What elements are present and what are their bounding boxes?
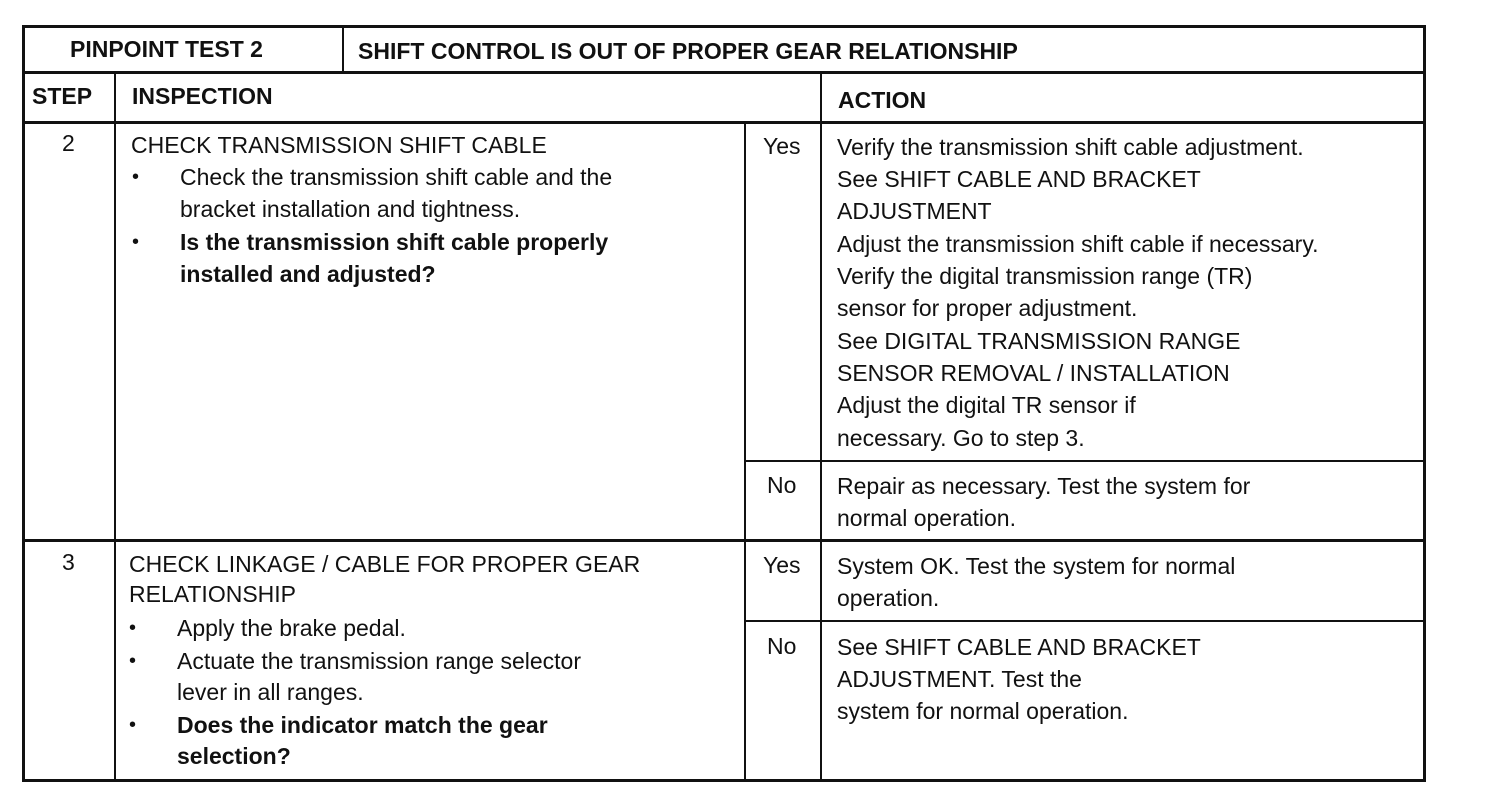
inspection-question-line: selection?	[177, 743, 291, 769]
action-line: sensor for proper adjustment.	[837, 295, 1138, 321]
bullet-icon: •	[132, 166, 140, 188]
inspection-question-line: Does the indicator match the gear	[177, 712, 548, 738]
inspection-bullet-line: Check the transmission shift cable and the	[180, 164, 613, 190]
answer-yes: Yes	[763, 133, 801, 159]
pinpoint-test-table	[22, 25, 1426, 782]
step-number: 3	[62, 549, 75, 575]
bullet-icon: •	[129, 617, 137, 639]
inspection-question-line: installed and adjusted?	[180, 261, 436, 287]
bullet-icon: •	[129, 650, 137, 672]
column-header-divider	[22, 121, 1426, 124]
action-line: ADJUSTMENT	[837, 198, 992, 224]
action-line: SENSOR REMOVAL / INSTALLATION	[837, 360, 1230, 386]
action-line: See SHIFT CABLE AND BRACKET	[837, 634, 1201, 660]
table-border-right	[1423, 25, 1426, 782]
inspection-title: CHECK LINKAGE / CABLE FOR PROPER GEAR	[129, 551, 641, 577]
answer-yes: Yes	[763, 552, 801, 578]
action-line: Adjust the digital TR sensor if	[837, 392, 1136, 418]
action-line: operation.	[837, 585, 940, 611]
action-line: See DIGITAL TRANSMISSION RANGE	[837, 328, 1241, 354]
action-line: System OK. Test the system for normal	[837, 553, 1236, 579]
step-column-divider	[114, 72, 116, 780]
inspection-bullet-line: lever in all ranges.	[177, 679, 364, 705]
title-cell-divider	[342, 25, 344, 72]
inspection-bullet-line: bracket installation and tightness.	[180, 196, 521, 222]
inspection-title: CHECK TRANSMISSION SHIFT CABLE	[131, 132, 547, 158]
column-header-inspection: INSPECTION	[132, 83, 273, 109]
row-divider	[22, 539, 1426, 542]
title-row-divider	[22, 71, 1426, 74]
bullet-icon: •	[129, 714, 137, 736]
inspection-question-line: Is the transmission shift cable properly	[180, 229, 609, 255]
action-column-divider	[820, 72, 822, 780]
answer-no: No	[767, 633, 797, 659]
answer-column-divider	[744, 122, 746, 780]
test-title: SHIFT CONTROL IS OUT OF PROPER GEAR RELATIONSHIP	[358, 38, 1018, 64]
action-line: system for normal operation.	[837, 698, 1129, 724]
action-line: Adjust the transmission shift cable if necessary.	[837, 231, 1319, 257]
table-border-top	[22, 25, 1426, 28]
table-border-bottom	[22, 779, 1426, 782]
action-line: See SHIFT CABLE AND BRACKET	[837, 166, 1201, 192]
column-header-action: ACTION	[838, 87, 927, 113]
action-line: Repair as necessary. Test the system for	[837, 473, 1251, 499]
inspection-bullet-line: Actuate the transmission range selector	[177, 648, 581, 674]
table-border-left	[22, 25, 25, 782]
action-line: Verify the transmission shift cable adjustment.	[837, 134, 1304, 160]
column-header-step: STEP	[32, 83, 93, 109]
test-label: PINPOINT TEST 2	[70, 36, 263, 62]
action-line: necessary. Go to step 3.	[837, 425, 1085, 451]
answer-no: No	[767, 472, 797, 498]
action-line: ADJUSTMENT. Test the	[837, 666, 1082, 692]
action-line: normal operation.	[837, 505, 1016, 531]
inspection-bullet-line: Apply the brake pedal.	[177, 615, 406, 641]
row2-yes-no-divider	[744, 460, 1426, 462]
bullet-icon: •	[132, 231, 140, 253]
row3-yes-no-divider	[744, 620, 1426, 622]
inspection-title: RELATIONSHIP	[129, 581, 296, 607]
step-number: 2	[62, 130, 75, 156]
action-line: Verify the digital transmission range (TR)	[837, 263, 1253, 289]
